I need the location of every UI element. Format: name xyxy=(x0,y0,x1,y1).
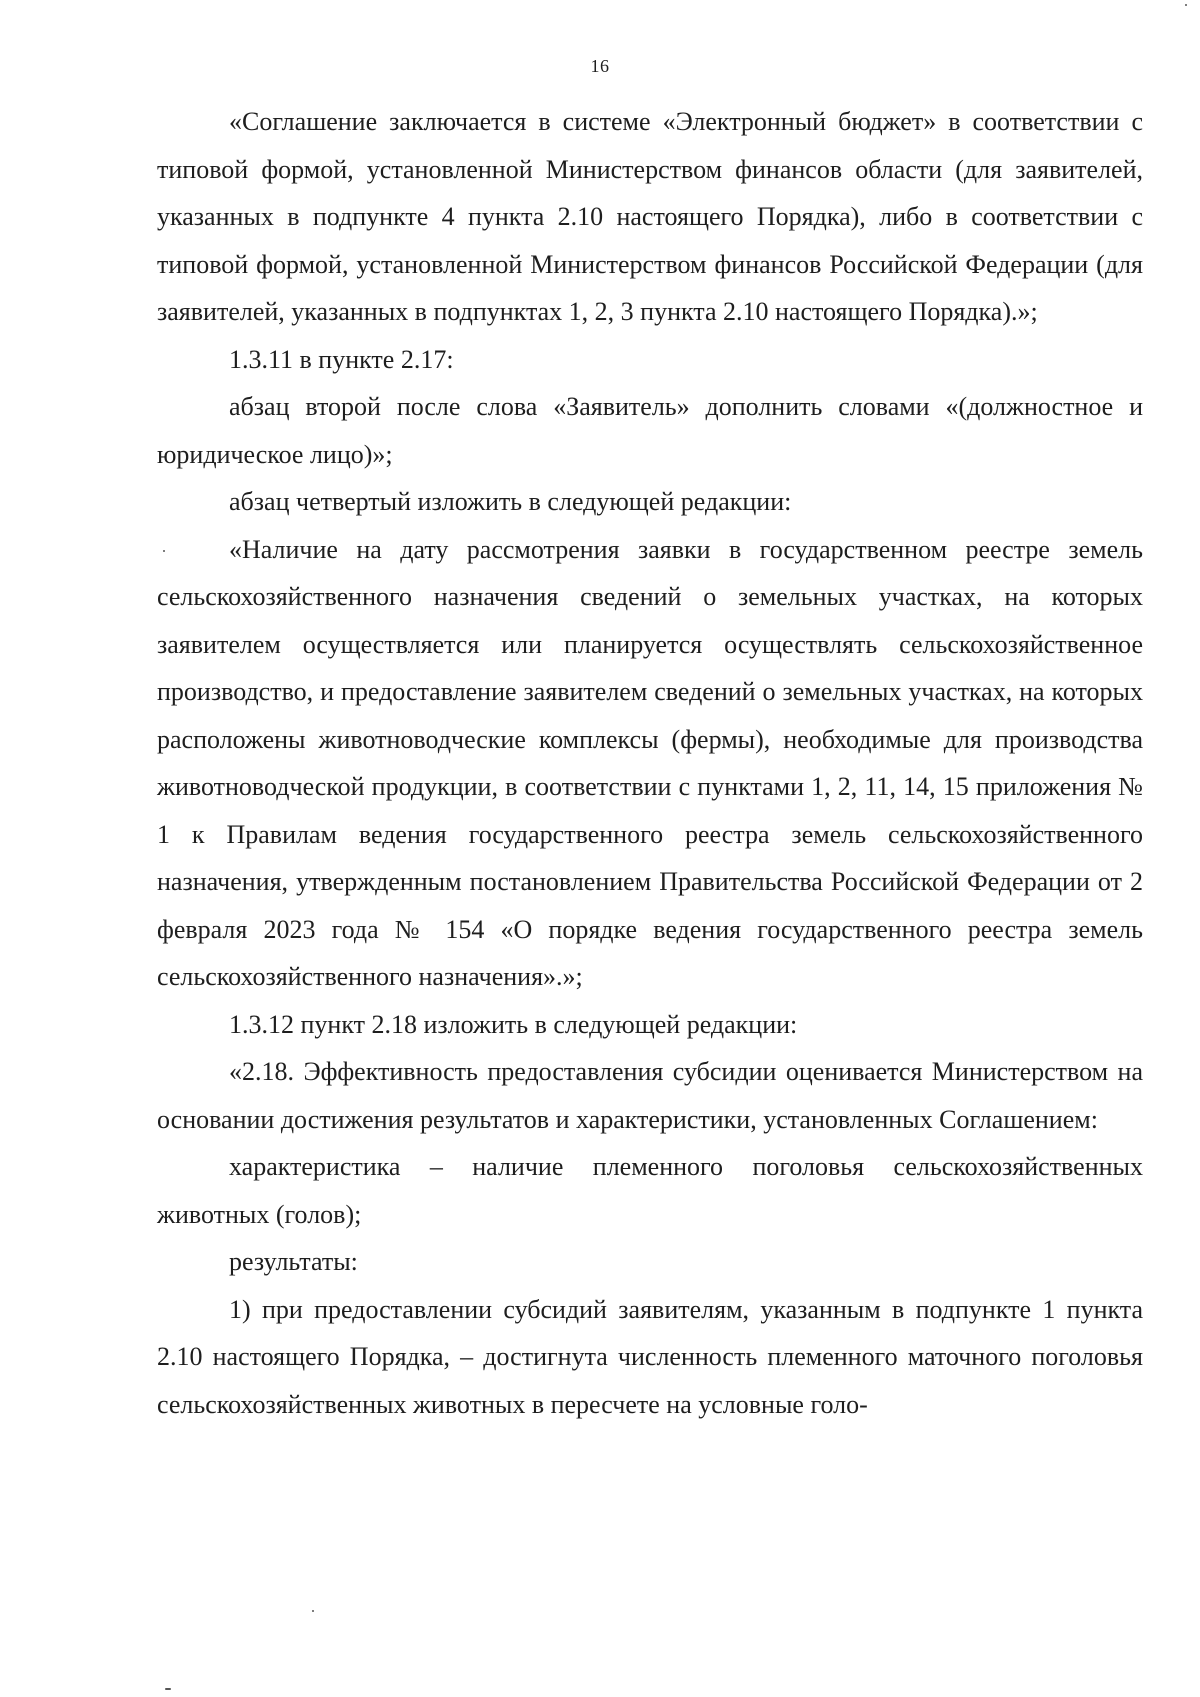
paragraph-characteristic: характеристика – наличие племенного поголовья сельскохозяйственных животных (голов); xyxy=(157,1152,1143,1229)
paragraph-item-1-3-12: 1.3.12 пункт 2.18 изложить в следующей редакции: xyxy=(229,1009,798,1039)
paragraph-item-1-3-11: 1.3.11 в пункте 2.17: xyxy=(229,344,454,374)
paragraph-agreement-clause: «Соглашение заключается в системе «Электронный бюджет» в соответствии с типовой формой, установленной Министерством финансов области (для заявителей, указанных в подпункте 4 пункта 2.10 настоящего Порядка), либо в соответствии с типовой формой, установленной Министерством финансов Российской Федерации (для заявителей, указанных в подпунктах 1, 2, 3 пункта 2.10 настоящего Порядка).»; xyxy=(157,107,1143,326)
scan-speck xyxy=(165,1688,171,1690)
paragraph-second-abzac-amendment: абзац второй после слова «Заявитель» дополнить словами «(должностное и юридическое лицо)»; xyxy=(157,392,1143,469)
document-body xyxy=(157,98,1143,1428)
paragraph-result-1: 1) при предоставлении субсидий заявителям, указанным в подпункте 1 пункта 2.10 настоящего Порядка, – достигнута численность племенного маточного поголовья сельскохозяйственных животных в пересчете на условные голо- xyxy=(157,1294,1143,1419)
paragraph-results-heading: результаты: xyxy=(229,1247,358,1276)
scan-speck xyxy=(163,550,165,552)
paragraph-efficiency-clause: «2.18. Эффективность предоставления субсидии оценивается Министерством на основании достижения результатов и характеристики, установленных Соглашением: xyxy=(157,1057,1143,1134)
paragraph-fourth-abzac-heading: абзац четвертый изложить в следующей редакции: xyxy=(229,487,792,516)
scan-speck xyxy=(312,1610,314,1612)
scan-speck xyxy=(1185,4,1187,6)
paragraph-land-registry-clause: «Наличие на дату рассмотрения заявки в государственном реестре земель сельскохозяйственного назначения сведений о земельных участках, на которых заявителем осуществляется или планируется осуществлять сельскохозяйственное производство, и предоставление заявителем сведений о земельных участках, на которых расположены животноводческие комплексы (фермы), необходимые для производства животноводческой продукции, в соответствии с пунктами 1, 2, 11, 14, 15 приложения № 1 к Правилам ведения государственного реестра земель сельскохозяйственного назначения, утвержденным постановлением Правительства Российской Федерации от 2 февраля 2023 года № 154 «О порядке ведения государственного реестра земель сельскохозяйственного назначения».»; xyxy=(157,534,1143,991)
page-number: 16 xyxy=(590,56,610,76)
